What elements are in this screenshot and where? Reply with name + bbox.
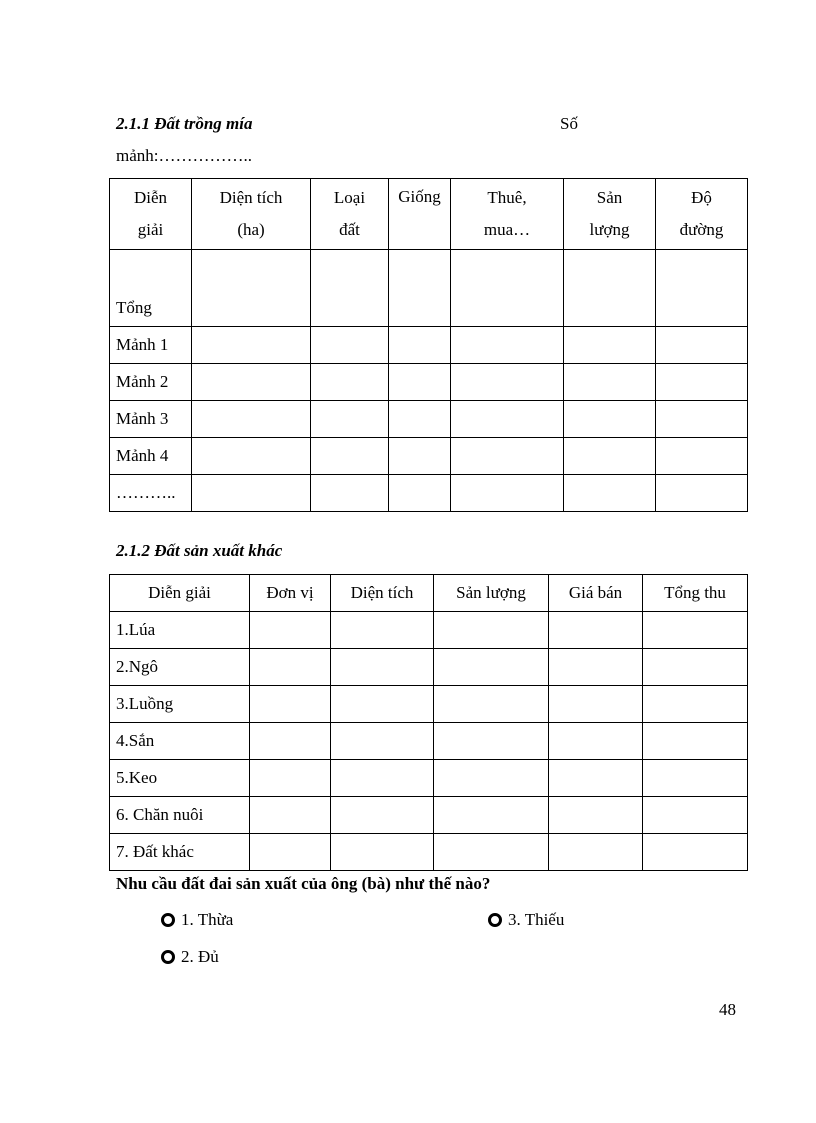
input-cell[interactable] — [643, 686, 748, 723]
input-cell[interactable] — [549, 760, 643, 797]
input-cell[interactable] — [564, 401, 656, 438]
radio-circle-icon[interactable] — [161, 950, 175, 964]
col-header-don-vi: Đơn vị — [250, 575, 331, 612]
row-label: 3.Luồng — [110, 686, 250, 723]
input-cell[interactable] — [643, 797, 748, 834]
option-label: 1. Thừa — [181, 910, 234, 929]
table-header-row — [110, 179, 748, 250]
input-cell[interactable] — [451, 438, 564, 475]
input-cell[interactable] — [643, 649, 748, 686]
input-cell[interactable] — [331, 760, 434, 797]
input-cell[interactable] — [331, 834, 434, 871]
input-cell[interactable] — [643, 612, 748, 649]
input-cell[interactable] — [192, 401, 311, 438]
sugarcane-land-table — [109, 178, 748, 512]
input-cell[interactable] — [656, 401, 748, 438]
input-cell[interactable] — [451, 327, 564, 364]
row-label: Mảnh 3 — [110, 401, 192, 438]
row-label: Mảnh 2 — [110, 364, 192, 401]
option-thua[interactable] — [161, 910, 233, 930]
input-cell[interactable] — [434, 797, 549, 834]
table-row — [110, 327, 748, 364]
option-thieu[interactable] — [488, 910, 564, 930]
input-cell[interactable] — [389, 327, 451, 364]
col-header-gia-ban: Giá bán — [549, 575, 643, 612]
input-cell[interactable] — [250, 612, 331, 649]
input-cell[interactable] — [434, 612, 549, 649]
question-text: Nhu cầu đất đai sản xuất của ông (bà) như thế nào? — [116, 874, 491, 893]
page-number: 48 — [719, 1000, 736, 1019]
col-header-thue-mua: Thuê, mua… — [451, 179, 564, 250]
input-cell[interactable] — [434, 723, 549, 760]
input-cell[interactable] — [250, 760, 331, 797]
table-row — [110, 723, 748, 760]
input-cell[interactable] — [643, 723, 748, 760]
input-cell[interactable] — [451, 250, 564, 327]
table-row — [110, 364, 748, 401]
input-cell[interactable] — [192, 475, 311, 512]
option-du[interactable] — [161, 947, 219, 967]
input-cell[interactable] — [656, 327, 748, 364]
table-row — [110, 612, 748, 649]
input-cell[interactable] — [434, 834, 549, 871]
col-header-san-luong: Sản lượng — [564, 179, 656, 250]
col-header-san-luong: Sản lượng — [434, 575, 549, 612]
input-cell[interactable] — [331, 797, 434, 834]
section-2-heading: 2.1.2 Đất sản xuất khác — [116, 541, 283, 560]
option-label: 3. Thiếu — [508, 910, 565, 929]
input-cell[interactable] — [564, 438, 656, 475]
input-cell[interactable] — [389, 364, 451, 401]
row-label: Mảnh 1 — [110, 327, 192, 364]
table-row — [110, 438, 748, 475]
input-cell[interactable] — [451, 475, 564, 512]
input-cell[interactable] — [250, 686, 331, 723]
input-cell[interactable] — [434, 686, 549, 723]
radio-circle-icon[interactable] — [488, 913, 502, 927]
input-cell[interactable] — [564, 250, 656, 327]
row-label: Tổng — [110, 250, 192, 327]
input-cell[interactable] — [331, 649, 434, 686]
so-label: Số — [560, 114, 578, 133]
row-label: 5.Keo — [110, 760, 250, 797]
input-cell[interactable] — [389, 250, 451, 327]
other-production-land-table — [109, 574, 748, 871]
input-cell[interactable] — [192, 438, 311, 475]
input-cell[interactable] — [192, 250, 311, 327]
table-row — [110, 834, 748, 871]
input-cell[interactable] — [331, 686, 434, 723]
input-cell[interactable] — [192, 364, 311, 401]
input-cell[interactable] — [656, 250, 748, 327]
row-label: 4.Sắn — [110, 723, 250, 760]
col-header-do-duong: Độ đường — [656, 179, 748, 250]
input-cell[interactable] — [311, 250, 389, 327]
input-cell[interactable] — [643, 760, 748, 797]
table-row — [110, 686, 748, 723]
input-cell[interactable] — [311, 364, 389, 401]
table-row — [110, 250, 748, 327]
input-cell[interactable] — [311, 475, 389, 512]
input-cell[interactable] — [451, 401, 564, 438]
row-label: 1.Lúa — [110, 612, 250, 649]
input-cell[interactable] — [250, 723, 331, 760]
row-label: Mảnh 4 — [110, 438, 192, 475]
row-label: 7. Đất khác — [110, 834, 250, 871]
table-row — [110, 401, 748, 438]
input-cell[interactable] — [434, 760, 549, 797]
input-cell[interactable] — [564, 327, 656, 364]
option-label: 2. Đủ — [181, 947, 219, 966]
table-row — [110, 649, 748, 686]
input-cell[interactable] — [311, 438, 389, 475]
input-cell[interactable] — [564, 475, 656, 512]
input-cell[interactable] — [311, 401, 389, 438]
input-cell[interactable] — [643, 834, 748, 871]
input-cell[interactable] — [250, 797, 331, 834]
input-cell[interactable] — [331, 723, 434, 760]
input-cell[interactable] — [434, 649, 549, 686]
input-cell[interactable] — [389, 438, 451, 475]
input-cell[interactable] — [549, 612, 643, 649]
input-cell[interactable] — [389, 475, 451, 512]
col-header-dien-giai: Diễn giải — [110, 179, 192, 250]
table-row — [110, 760, 748, 797]
table-row — [110, 797, 748, 834]
input-cell[interactable] — [549, 723, 643, 760]
input-cell[interactable] — [549, 686, 643, 723]
radio-circle-icon[interactable] — [161, 913, 175, 927]
input-cell[interactable] — [549, 649, 643, 686]
input-cell[interactable] — [389, 401, 451, 438]
col-header-dien-giai: Diễn giải — [110, 575, 250, 612]
input-cell[interactable] — [549, 834, 643, 871]
section-1-heading: 2.1.1 Đất trồng mía — [116, 114, 253, 133]
col-header-dien-tich: Diện tích (ha) — [192, 179, 311, 250]
input-cell[interactable] — [549, 797, 643, 834]
table-row — [110, 475, 748, 512]
input-cell[interactable] — [656, 364, 748, 401]
col-header-loai-dat: Loại đất — [311, 179, 389, 250]
row-label: 6. Chăn nuôi — [110, 797, 250, 834]
input-cell[interactable] — [311, 327, 389, 364]
col-header-giong: Giống — [389, 179, 451, 250]
manh-label: mảnh:…………….. — [116, 146, 252, 165]
row-label: 2.Ngô — [110, 649, 250, 686]
input-cell[interactable] — [451, 364, 564, 401]
col-header-dien-tich: Diện tích — [331, 575, 434, 612]
col-header-tong-thu: Tổng thu — [643, 575, 748, 612]
table-header-row — [110, 575, 748, 612]
row-label: ……….. — [110, 475, 192, 512]
input-cell[interactable] — [331, 612, 434, 649]
input-cell[interactable] — [192, 327, 311, 364]
input-cell[interactable] — [250, 649, 331, 686]
input-cell[interactable] — [564, 364, 656, 401]
input-cell[interactable] — [656, 438, 748, 475]
input-cell[interactable] — [250, 834, 331, 871]
input-cell[interactable] — [656, 475, 748, 512]
